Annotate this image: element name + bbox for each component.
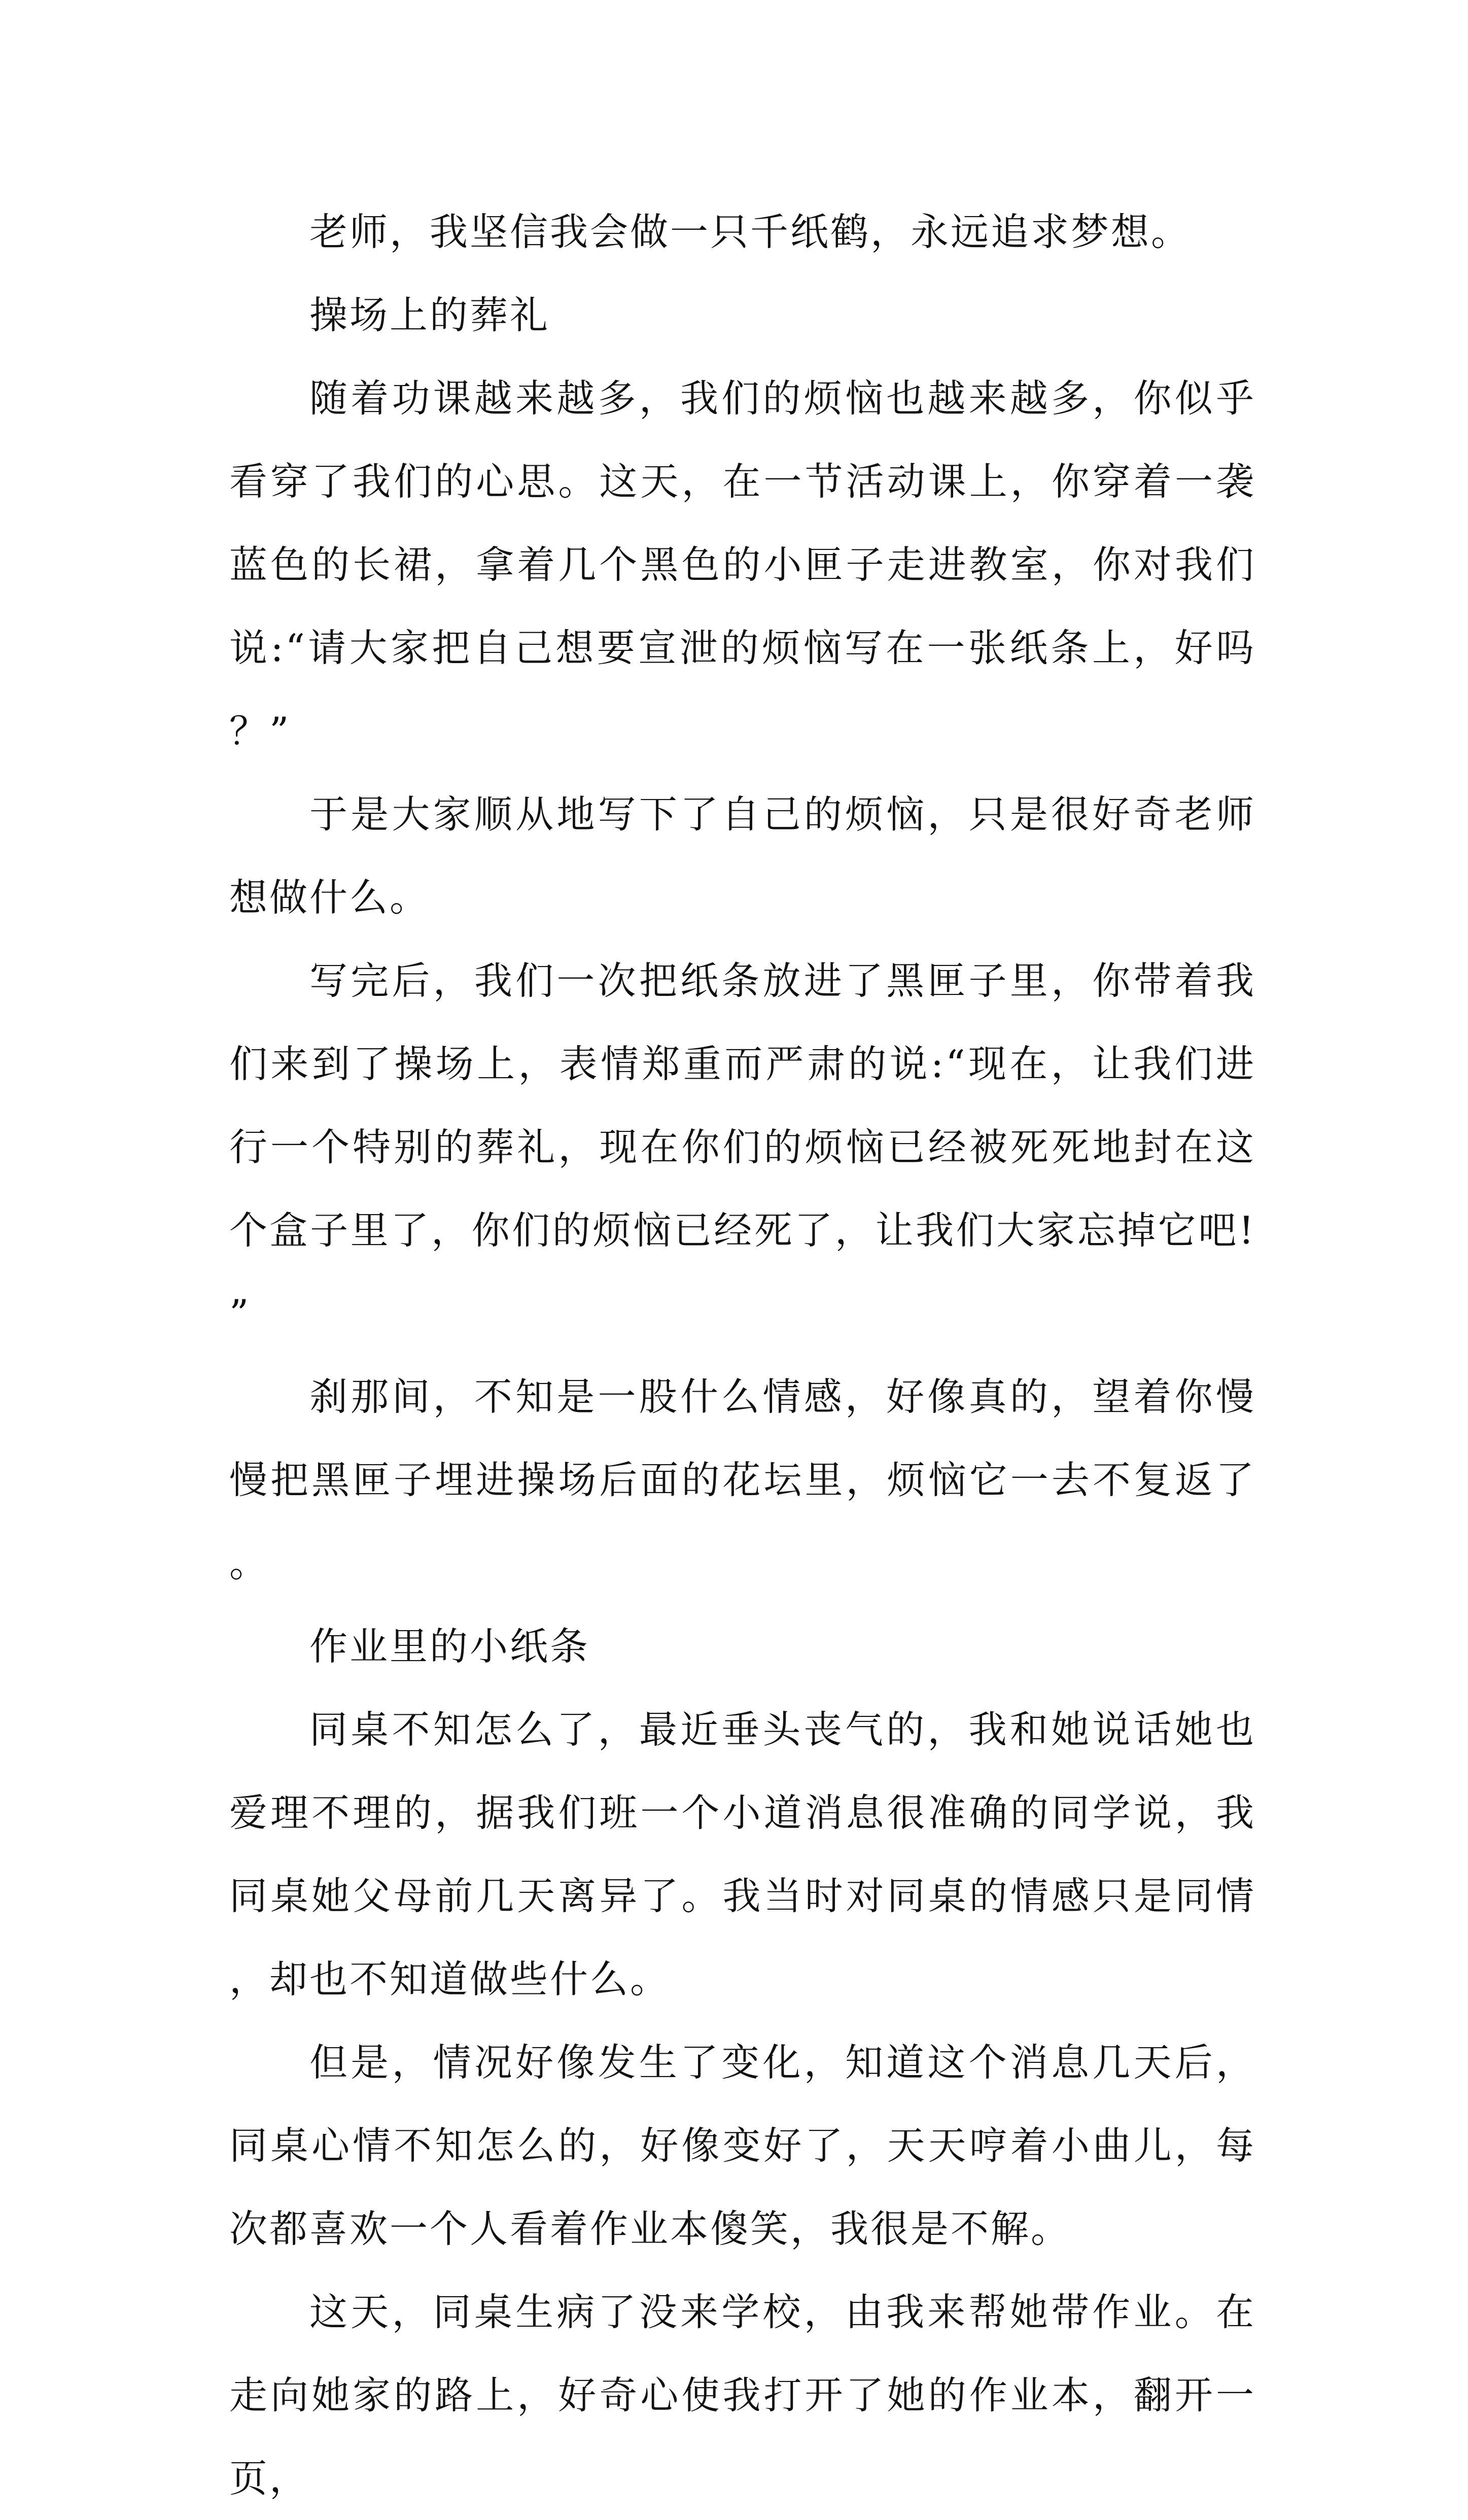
- section-heading: 作业里的小纸条: [309, 1624, 590, 1669]
- document-body: [229, 190, 1256, 2520]
- paragraph: 刹那间，不知是一股什么情感，好像真的，望着你慢慢把黑匣子埋进操场后面的花坛里，烦恼它一去不复返了。: [229, 1374, 1256, 1585]
- paragraph: 随着功课越来越多，我们的烦恼也越来越多，你似乎看穿了我们的心思。这天，在一节活动课上，你穿着一袭蓝色的长裙，拿着几个黑色的小匣子走进教室，你对我们说:“请大家把自己想要宣泄的烦恼写在一张纸条上，好吗？”: [229, 376, 1256, 753]
- paragraph: 写完后，我们一次把纸条放进了黑匣子里，你带着我们来到了操场上，表情郑重而严肃的说:“现在，让我们进行一个特别的葬礼，现在你们的烦恼已经被死死地封在这个盒子里了，你们的烦恼已经死了，让我们大家忘掉它吧!”: [229, 958, 1256, 1336]
- paragraph: 但是，情况好像发生了变化，知道这个消息几天后，同桌心情不知怎么的，好像变好了，天天哼着小曲儿，每次都喜欢一个人看着作业本傻笑，我很是不解。: [229, 2040, 1256, 2251]
- section-heading: 操场上的葬礼: [309, 293, 550, 337]
- paragraph: 老师，我坚信我会做一只千纸鹤，永远追求梦想。: [309, 210, 1192, 254]
- paragraph: 于是大家顺从地写下了自己的烦恼，只是很好奇老师想做什么。: [229, 792, 1256, 920]
- paragraph: 同桌不知怎么了，最近垂头丧气的，我和她说话她也爱理不理的，据我们班一个小道消息很准确的同学说，我同桌她父母前几天离异了。我当时对同桌的情感只是同情，却也不知道做些什么。: [229, 1707, 1256, 2001]
- paragraph: 这天，同桌生病了没来学校，由我来帮她带作业。在走向她家的路上，好奇心使我打开了她的作业本，翻开一页，: [229, 2290, 1256, 2501]
